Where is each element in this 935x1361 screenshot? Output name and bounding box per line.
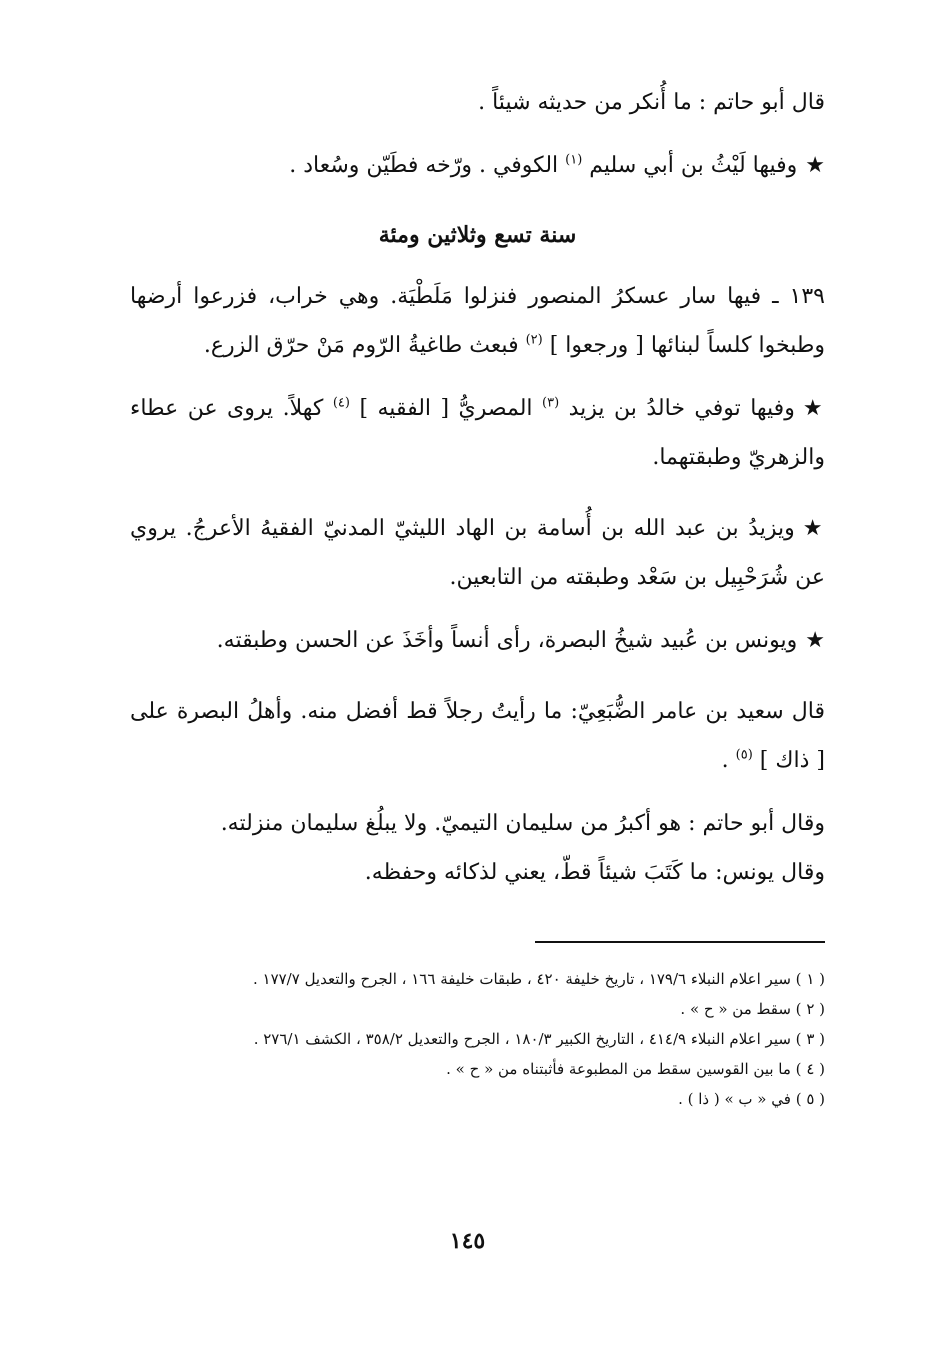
star-icon: ★ bbox=[805, 153, 825, 178]
paragraph-khalid: ★وفيها توفي خالدُ بن يزيد $^{(٣)}$ المصريُّ [ الفقيه ] $^{(٤)}$ كهلاً. يروى عن عطاء والزهريّ وطبقتهما. bbox=[130, 395, 826, 470]
footnote-3: ( ٣ ) سير اعلام النبلاء ٤١٤/٩ ، التاريخ الكبير ١٨٠/٣ ، الجرح والتعديل ٣٥٨/٢ ، الكشف ٢٧٦/١ . bbox=[253, 1030, 825, 1048]
footnote-ref-1[interactable]: (١) bbox=[565, 152, 583, 168]
footnote-1: ( ١ ) سير اعلام النبلاء ١٧٩/٦ ، تاريخ خليفة ٤٢٠ ، طبقات خليفة ١٦٦ ، الجرح والتعديل ١٧٧/٧ . bbox=[252, 970, 825, 988]
paragraph-139: ١٣٩ ـ فيها سار عسكرُ المنصور فنزلوا مَلَطْيَة. وهي خراب، فزرعوا أرضها وطبخوا كلساً لبنائها [ ورجعوا ] $^{(٢)}$ فبعث طاغيةُ الرّوم مَنْ حرّق الزرع. bbox=[130, 284, 825, 358]
paragraph-yunus-quote: وقال يونس: ما كَتَبَ شيئاً قطّ، يعني لذكائه وحفظه. bbox=[364, 860, 825, 885]
section-heading: سنة تسع وثلاثين ومئة bbox=[378, 222, 577, 248]
footnote-4: ( ٤ ) ما بين القوسين سقط من المطبوعة فأثبتناه من « ح » . bbox=[446, 1060, 825, 1078]
footnote-divider bbox=[535, 941, 825, 943]
main-text bbox=[130, 78, 825, 897]
paragraph-abu-hatim-1: قال أبو حاتم : ما أُنكر من حديثه شيئاً . bbox=[478, 90, 825, 115]
footnote-2: ( ٢ ) سقط من « ح » . bbox=[680, 1000, 825, 1018]
paragraph-yunus: ★ويونس بن عُبيد شيخُ البصرة، رأى أنساً وأخَذَ عن الحسن وطبقته. bbox=[216, 628, 825, 653]
star-icon: ★ bbox=[802, 516, 825, 541]
star-icon: ★ bbox=[805, 628, 825, 653]
page-number: ١٤٥ bbox=[449, 1228, 486, 1254]
footnote-ref-4[interactable]: (٤) bbox=[332, 395, 350, 411]
star-icon: ★ bbox=[802, 396, 826, 421]
paragraph-said: قال سعيد بن عامر الضُّبَعِيّ: ما رأيتُ رجلاً قط أفضل منه. وأهلُ البصرة على [ ذاك ] $^{(٥)}$ . bbox=[130, 699, 825, 773]
paragraph-abu-hatim-2: وقال أبو حاتم : هو أكبرُ من سليمان التيميّ. ولا يبلُغ سليمان منزلته. bbox=[220, 811, 825, 836]
footnote-ref-3[interactable]: (٣) bbox=[542, 395, 560, 411]
footnote-ref-2[interactable]: (٢) bbox=[525, 332, 543, 348]
paragraph-layth: ★وفيها لَيْثُ بن أبي سليم $^{(١)}$ الكوفي . ورّخه فطَيّن وسُعاد . bbox=[289, 152, 825, 178]
paragraph-yazid: ★ويزيدُ بن عبد الله بن أُسامة بن الهاد الليثيّ المدنيّ الفقيهُ الأعرجُ. يروي عن شُرَحْبِيل بن سَعْد وطبقته من التابعين. bbox=[130, 516, 825, 590]
footnote-ref-5[interactable]: (٥) bbox=[735, 747, 753, 763]
footnote-5: ( ٥ ) في « ب » ( ذا ) . bbox=[678, 1090, 825, 1108]
footnotes bbox=[130, 966, 825, 1116]
